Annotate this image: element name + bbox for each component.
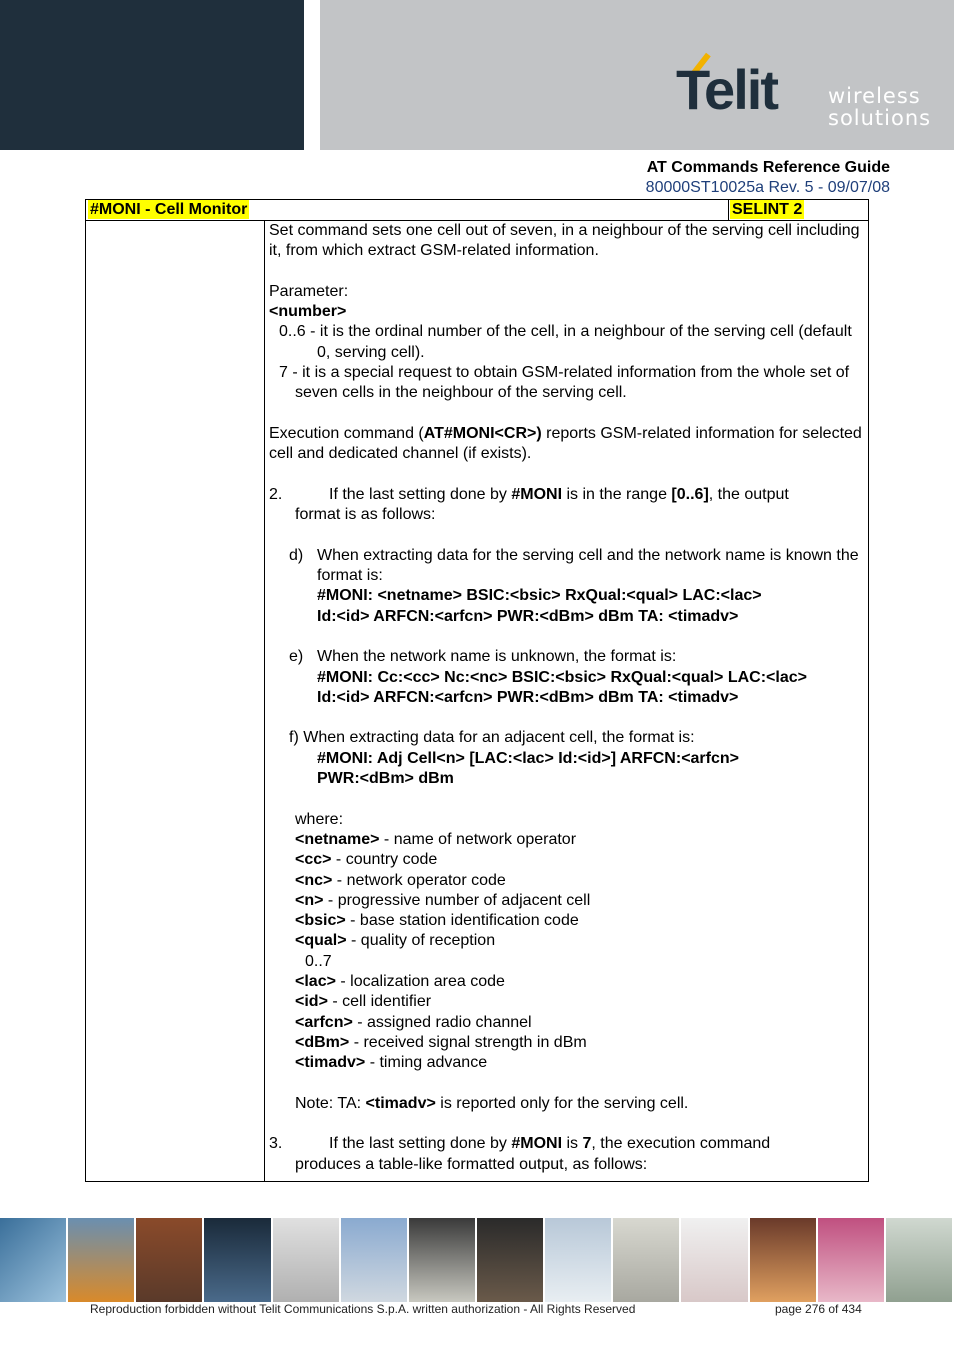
qual-range: 0..7 bbox=[305, 952, 332, 970]
logo-tagline-2: solutions bbox=[828, 106, 932, 130]
item-d: d) When extracting data for the serving cell and the network name is known the format is: bbox=[289, 546, 859, 585]
item-3-continuation: produces a table-like formatted output, as follows: bbox=[295, 1155, 648, 1173]
footer-photo-strip bbox=[0, 1218, 954, 1302]
footer-page-number: page 276 of 434 bbox=[775, 1302, 862, 1316]
item-e-format-2: Id:<id> ARFCN:<arfcn> PWR:<dBm> dBm TA: <timadv> bbox=[317, 688, 739, 706]
photo-tile bbox=[613, 1218, 681, 1302]
photo-tile bbox=[681, 1218, 749, 1302]
photo-tile bbox=[204, 1218, 272, 1302]
logo-wordmark: Telit bbox=[676, 58, 777, 121]
photo-tile bbox=[136, 1218, 204, 1302]
header-banner-dark bbox=[0, 0, 304, 150]
photo-tile bbox=[750, 1218, 818, 1302]
command-table bbox=[85, 199, 869, 1182]
photo-tile bbox=[477, 1218, 545, 1302]
item-f-format-2: PWR:<dBm> dBm bbox=[317, 770, 454, 788]
where-label: where: bbox=[295, 810, 344, 828]
photo-tile bbox=[545, 1218, 613, 1302]
parameter-name: <number> bbox=[269, 303, 347, 321]
item-f-format-1: #MONI: Adj Cell<n> [LAC:<lac> Id:<id>] ARFCN:<arfcn> bbox=[317, 749, 739, 767]
command-name: #MONI - Cell Monitor bbox=[90, 201, 248, 218]
command-description bbox=[269, 221, 865, 1175]
def-dbm: <dBm> - received signal strength in dBm bbox=[295, 1033, 587, 1051]
def-qual: <qual> - quality of reception bbox=[295, 932, 496, 950]
document-title: AT Commands Reference Guide bbox=[646, 159, 890, 176]
photo-tile bbox=[273, 1218, 341, 1302]
set-command-text: Set command sets one cell out of seven, in a neighbour of the serving cell including it, from which extract GSM-related information. bbox=[269, 222, 860, 260]
def-timadv: <timadv> - timing advance bbox=[295, 1054, 488, 1072]
item-2: 2. If the last setting done by #MONI is in the range [0..6], the output bbox=[269, 485, 789, 503]
parameter-label: Parameter: bbox=[269, 282, 349, 300]
document-id: 80000ST10025a Rev. 5 - 09/07/08 bbox=[645, 179, 890, 196]
photo-tile bbox=[886, 1218, 954, 1302]
photo-tile bbox=[818, 1218, 886, 1302]
selint-badge: SELINT 2 bbox=[732, 201, 803, 218]
def-cc: <cc> - country code bbox=[295, 851, 438, 869]
item-d-format-1: #MONI: <netname> BSIC:<bsic> RxQual:<qual> LAC:<lac> bbox=[317, 587, 762, 605]
photo-tile bbox=[68, 1218, 136, 1302]
photo-tile bbox=[341, 1218, 409, 1302]
def-nc: <nc> - network operator code bbox=[295, 871, 506, 889]
item-e: e) When the network name is unknown, the format is: bbox=[289, 648, 677, 666]
footer-copyright: Reproduction forbidden without Telit Communications S.p.A. written authorization - All Rights Reserved bbox=[90, 1302, 636, 1316]
command-table-header bbox=[86, 200, 868, 221]
note-timadv: Note: TA: <timadv> is reported only for the serving cell. bbox=[295, 1094, 689, 1112]
header-divider bbox=[728, 200, 729, 220]
logo-tagline-1: wireless bbox=[828, 84, 921, 108]
item-3: 3. If the last setting done by #MONI is 7, the execution command bbox=[269, 1135, 771, 1153]
execution-command-text: Execution command (AT#MONI<CR>) reports GSM-related information for selected cell and dedicated channel (if exists). bbox=[269, 424, 862, 463]
def-id: <id> - cell identifier bbox=[295, 993, 432, 1011]
def-arfcn: <arfcn> - assigned radio channel bbox=[295, 1013, 532, 1031]
column-divider bbox=[264, 221, 265, 1181]
def-netname: <netname> - name of network operator bbox=[295, 830, 577, 848]
parameter-value-7: 7 - it is a special request to obtain GSM-related information from the whole set of seven cells in the neighbour of the serving cell. bbox=[279, 364, 850, 402]
def-n: <n> - progressive number of adjacent cell bbox=[295, 891, 591, 909]
def-bsic: <bsic> - base station identification code bbox=[295, 912, 579, 930]
item-d-format-2: Id:<id> ARFCN:<arfcn> PWR:<dBm> dBm TA: <timadv> bbox=[317, 607, 739, 625]
photo-tile bbox=[0, 1218, 68, 1302]
command-table-body bbox=[86, 221, 868, 1181]
def-lac: <lac> - localization area code bbox=[295, 972, 505, 990]
photo-tile bbox=[409, 1218, 477, 1302]
telit-logo bbox=[676, 48, 936, 132]
item-2-continuation: format is as follows: bbox=[295, 506, 436, 524]
item-f: f) When extracting data for an adjacent cell, the format is: bbox=[289, 729, 695, 747]
item-e-format-1: #MONI: Cc:<cc> Nc:<nc> BSIC:<bsic> RxQual:<qual> LAC:<lac> bbox=[317, 668, 807, 686]
parameter-value-0-6: 0..6 - it is the ordinal number of the cell, in a neighbour of the serving cell (default 0, serving cell). bbox=[279, 323, 852, 361]
